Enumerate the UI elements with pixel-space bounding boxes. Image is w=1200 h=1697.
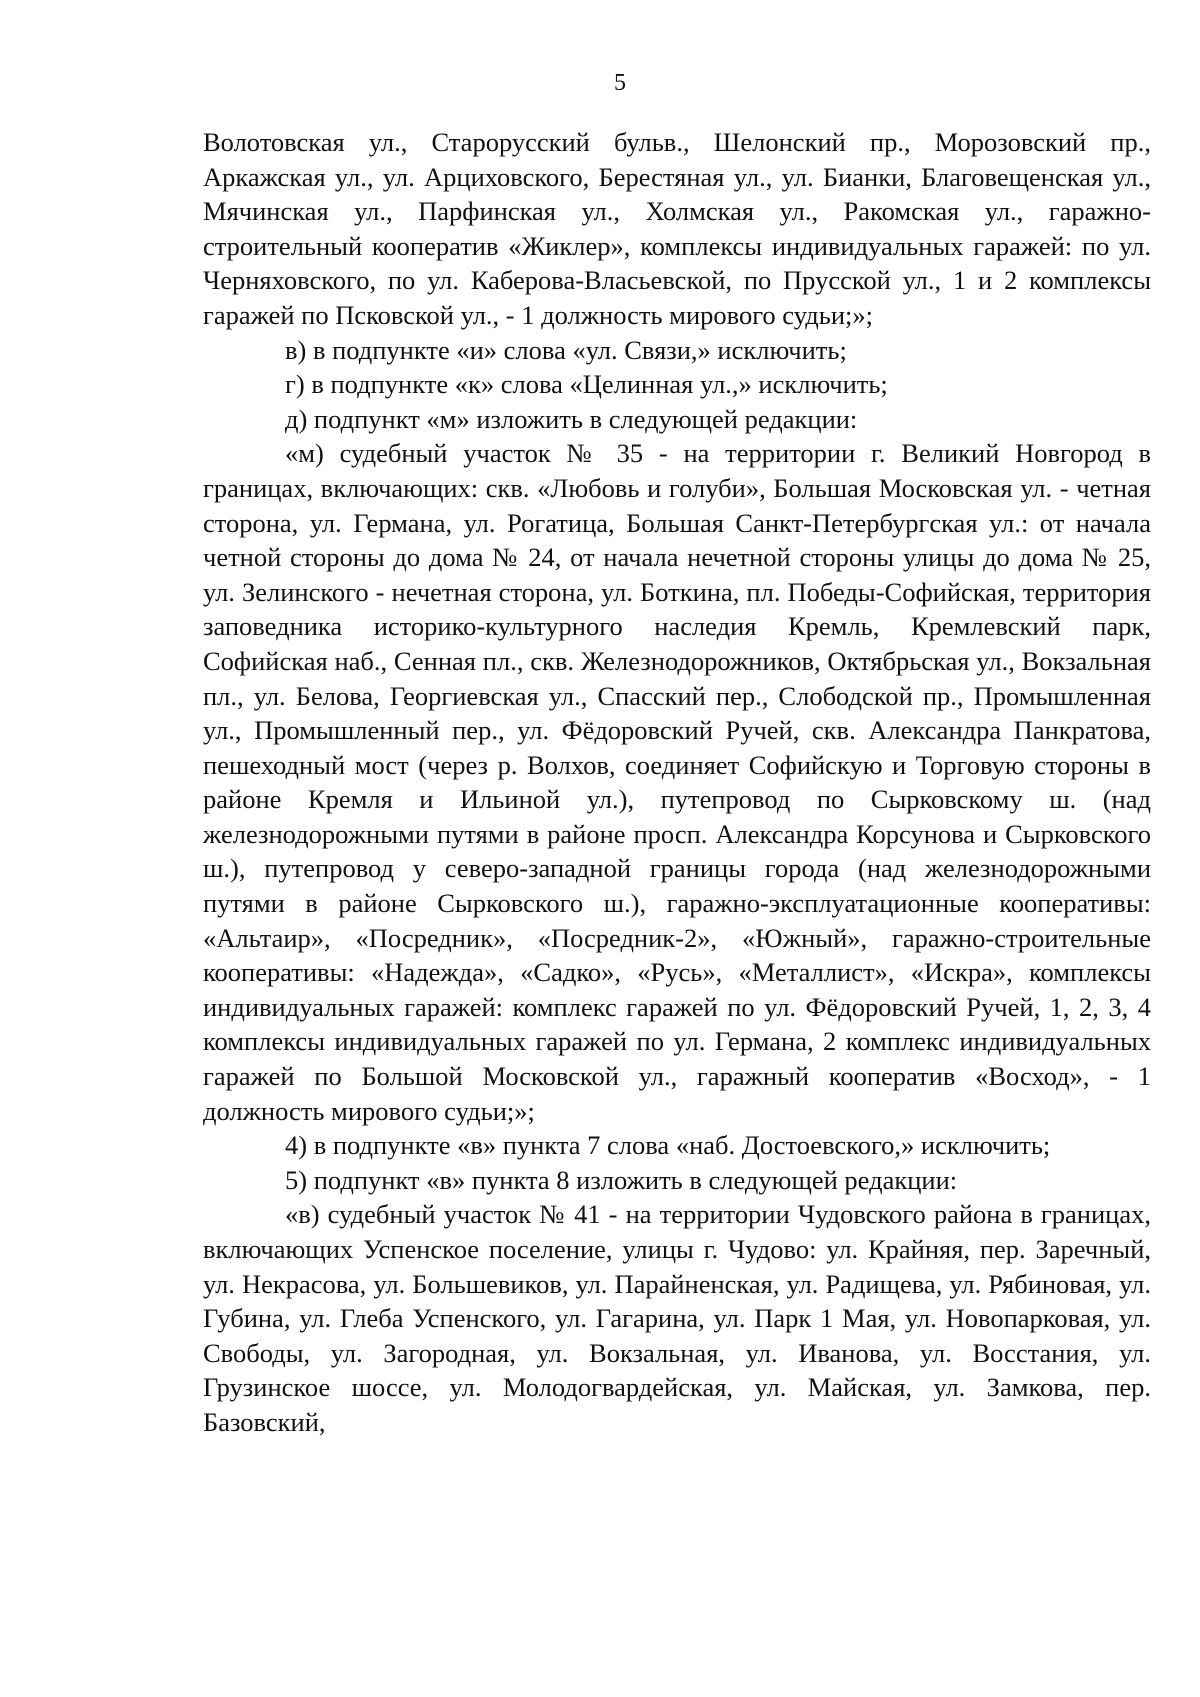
paragraph-court-district-35: «м) судебный участок № 35 - на территории г. Великий Новгород в границах, включающих: скв. «Любовь и голуби», Большая Московская ул. - четная сторона, ул. Германа, ул. Рогатица, Большая Санкт-Петербургская ул.: от начала четной стороны до дома № 24, от начала нечетной стороны улицы до дома № 25, ул. Зелинского - нечетная сторона, ул. Боткина, пл. Победы-Софийская, территория заповедника историко-культурного наследия Кремль, Кремлевский парк, Софийская наб., Сенная пл., скв. Железнодорожников, Октябрьская ул., Вокзальная пл., ул. Белова, Георгиевская ул., Спасский пер., Слободской пр., Промышленная ул., Промышленный пер., ул. Фёдоровский Ручей, скв. Александра Панкратова, пешеходный мост (через р. Волхов, соединяет Софийскую и Торговую стороны в районе Кремля и Ильиной ул.), путепровод по Сырковскому ш. (над железнодорожными путями в районе просп. Александра Корсунова и Сырковского ш.), путепровод у северо-западной границы города (над железнодорожными путями в районе Сырковского ш.), гаражно-эксплуатационные кооперативы: «Альтаир», «Посредник», «Посредник-2», «Южный», гаражно-строительные кооперативы: «Надежда», «Садко», «Русь», «Металлист», «Искра», комплексы индивидуальных гаражей: комплекс гаражей по ул. Фёдоровский Ручей, 1, 2, 3, 4 комплексы индивидуальных гаражей по ул. Германа, 2 комплекс индивидуальных гаражей по Большой Московской ул., гаражный кооператив «Восход», - 1 должность мирового судьи;»; [203, 438, 1151, 1126]
paragraph-item-5: 5) подпункт «в» пункта 8 изложить в следующей редакции: [285, 1164, 958, 1195]
paragraph-subitem-m-intro: д) подпункт «м» изложить в следующей редакции: [285, 403, 858, 434]
paragraph-item-4: 4) в подпункте «в» пункта 7 слова «наб. Достоевского,» исключить; [285, 1130, 1051, 1161]
paragraph-district-streets-continuation: Волотовская ул., Старорусский бульв., Шелонский пр., Морозовский пр., Аркажская ул., ул. Арциховского, Берестяная ул., ул. Бианки, Благовещенская ул., Мячинская ул., Парфинская ул., Холмская ул., Ракомская ул., гаражно-строительный кооператив «Жиклер», комплексы индивидуальных гаражей: по ул. Черняховского, по ул. Каберова-Власьевской, по Прусской ул., 1 и 2 комплексы гаражей по Псковской ул., - 1 должность мирового судьи;»; [203, 127, 1151, 330]
paragraph-court-district-41: «в) судебный участок № 41 - на территории Чудовского района в границах, включающих Успенское поселение, улицы г. Чудово: ул. Крайняя, пер. Заречный, ул. Некрасова, ул. Большевиков, ул. Парайненская, ул. Радищева, ул. Рябиновая, ул. Губина, ул. Глеба Успенского, ул. Гагарина, ул. Парк 1 Мая, ул. Новопарковая, ул. Свободы, ул. Загородная, ул. Вокзальная, ул. Иванова, ул. Восстания, ул. Грузинское шоссе, ул. Молодогвардейская, ул. Майская, ул. Замкова, пер. Базовский, [203, 1199, 1151, 1437]
document-body [203, 125, 1151, 1440]
page-number: 5 [614, 70, 626, 96]
paragraph-subitem-i: в) в подпункте «и» слова «ул. Связи,» исключить; [285, 334, 847, 365]
paragraph-subitem-k: г) в подпункте «к» слова «Целинная ул.,» исключить; [285, 369, 888, 400]
